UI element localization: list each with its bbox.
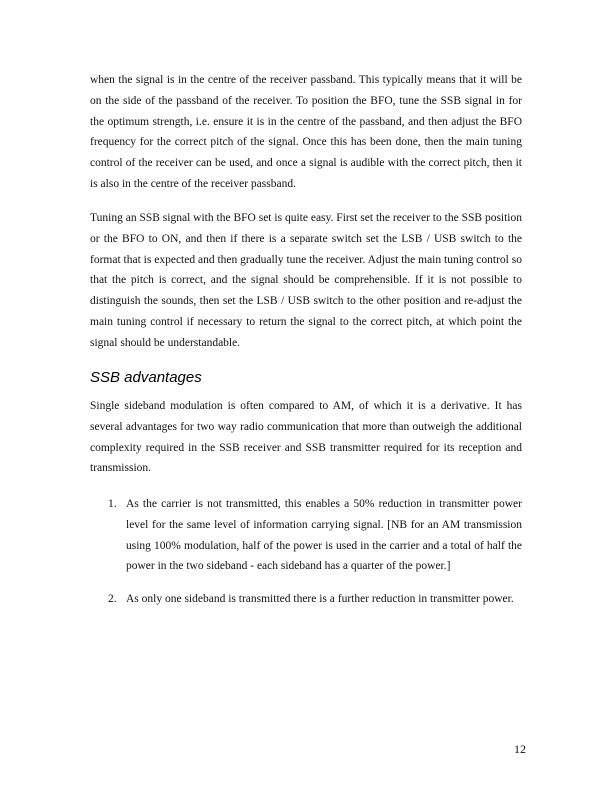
- list-item: [90, 589, 522, 610]
- body-paragraph-ssb-intro: Single sideband modulation is often compared to AM, of which it is a derivative. It has several advantages for two way radio communication that more than outweigh the additional complexity required in the SSB receiver and SSB transmitter required for its reception and transmission.: [90, 400, 522, 475]
- list-item: [90, 494, 522, 577]
- section-heading: SSB advantages: [90, 369, 202, 386]
- list-item-text: As the carrier is not transmitted, this enables a 50% reduction in transmitter power level for the same level of information carrying signal. [NB for an AM transmission using 100% modulation, half of the power is used in the carrier and a total of half the power in the two sideband - each sideband has a quarter of the power.]: [126, 498, 522, 573]
- body-paragraph-bfo-position: when the signal is in the centre of the receiver passband. This typically means that it will be on the side of the passband of the receiver. To position the BFO, tune the SSB signal in for the optimum strength, i.e. ensure it is in the centre of the passband, and then adjust the BFO frequency for the correct pitch of the signal. Once this has been done, then the main tuning control of the receiver can be used, and once a signal is audible with the correct pitch, then it is also in the centre of the receiver passband.: [90, 74, 522, 190]
- body-paragraph-tuning-ssb: Tuning an SSB signal with the BFO set is quite easy. First set the receiver to the SSB position or the BFO to ON, and then if there is a separate switch set the LSB / USB switch to the format that is expected and then gradually tune the receiver. Adjust the main tuning control so that the pitch is correct, and the signal should be comprehensible. If it is not possible to distinguish the sounds, then set the LSB / USB switch to the other position and re-adjust the main tuning control if necessary to return the signal to the correct pitch, at which point the signal should be understandable.: [90, 212, 522, 349]
- advantages-list: [90, 494, 522, 622]
- list-item-number: 2.: [108, 593, 117, 606]
- page-number: 12: [514, 742, 526, 756]
- list-item-text: As only one sideband is transmitted there is a further reduction in transmitter power.: [126, 593, 514, 606]
- list-item-number: 1.: [108, 498, 117, 510]
